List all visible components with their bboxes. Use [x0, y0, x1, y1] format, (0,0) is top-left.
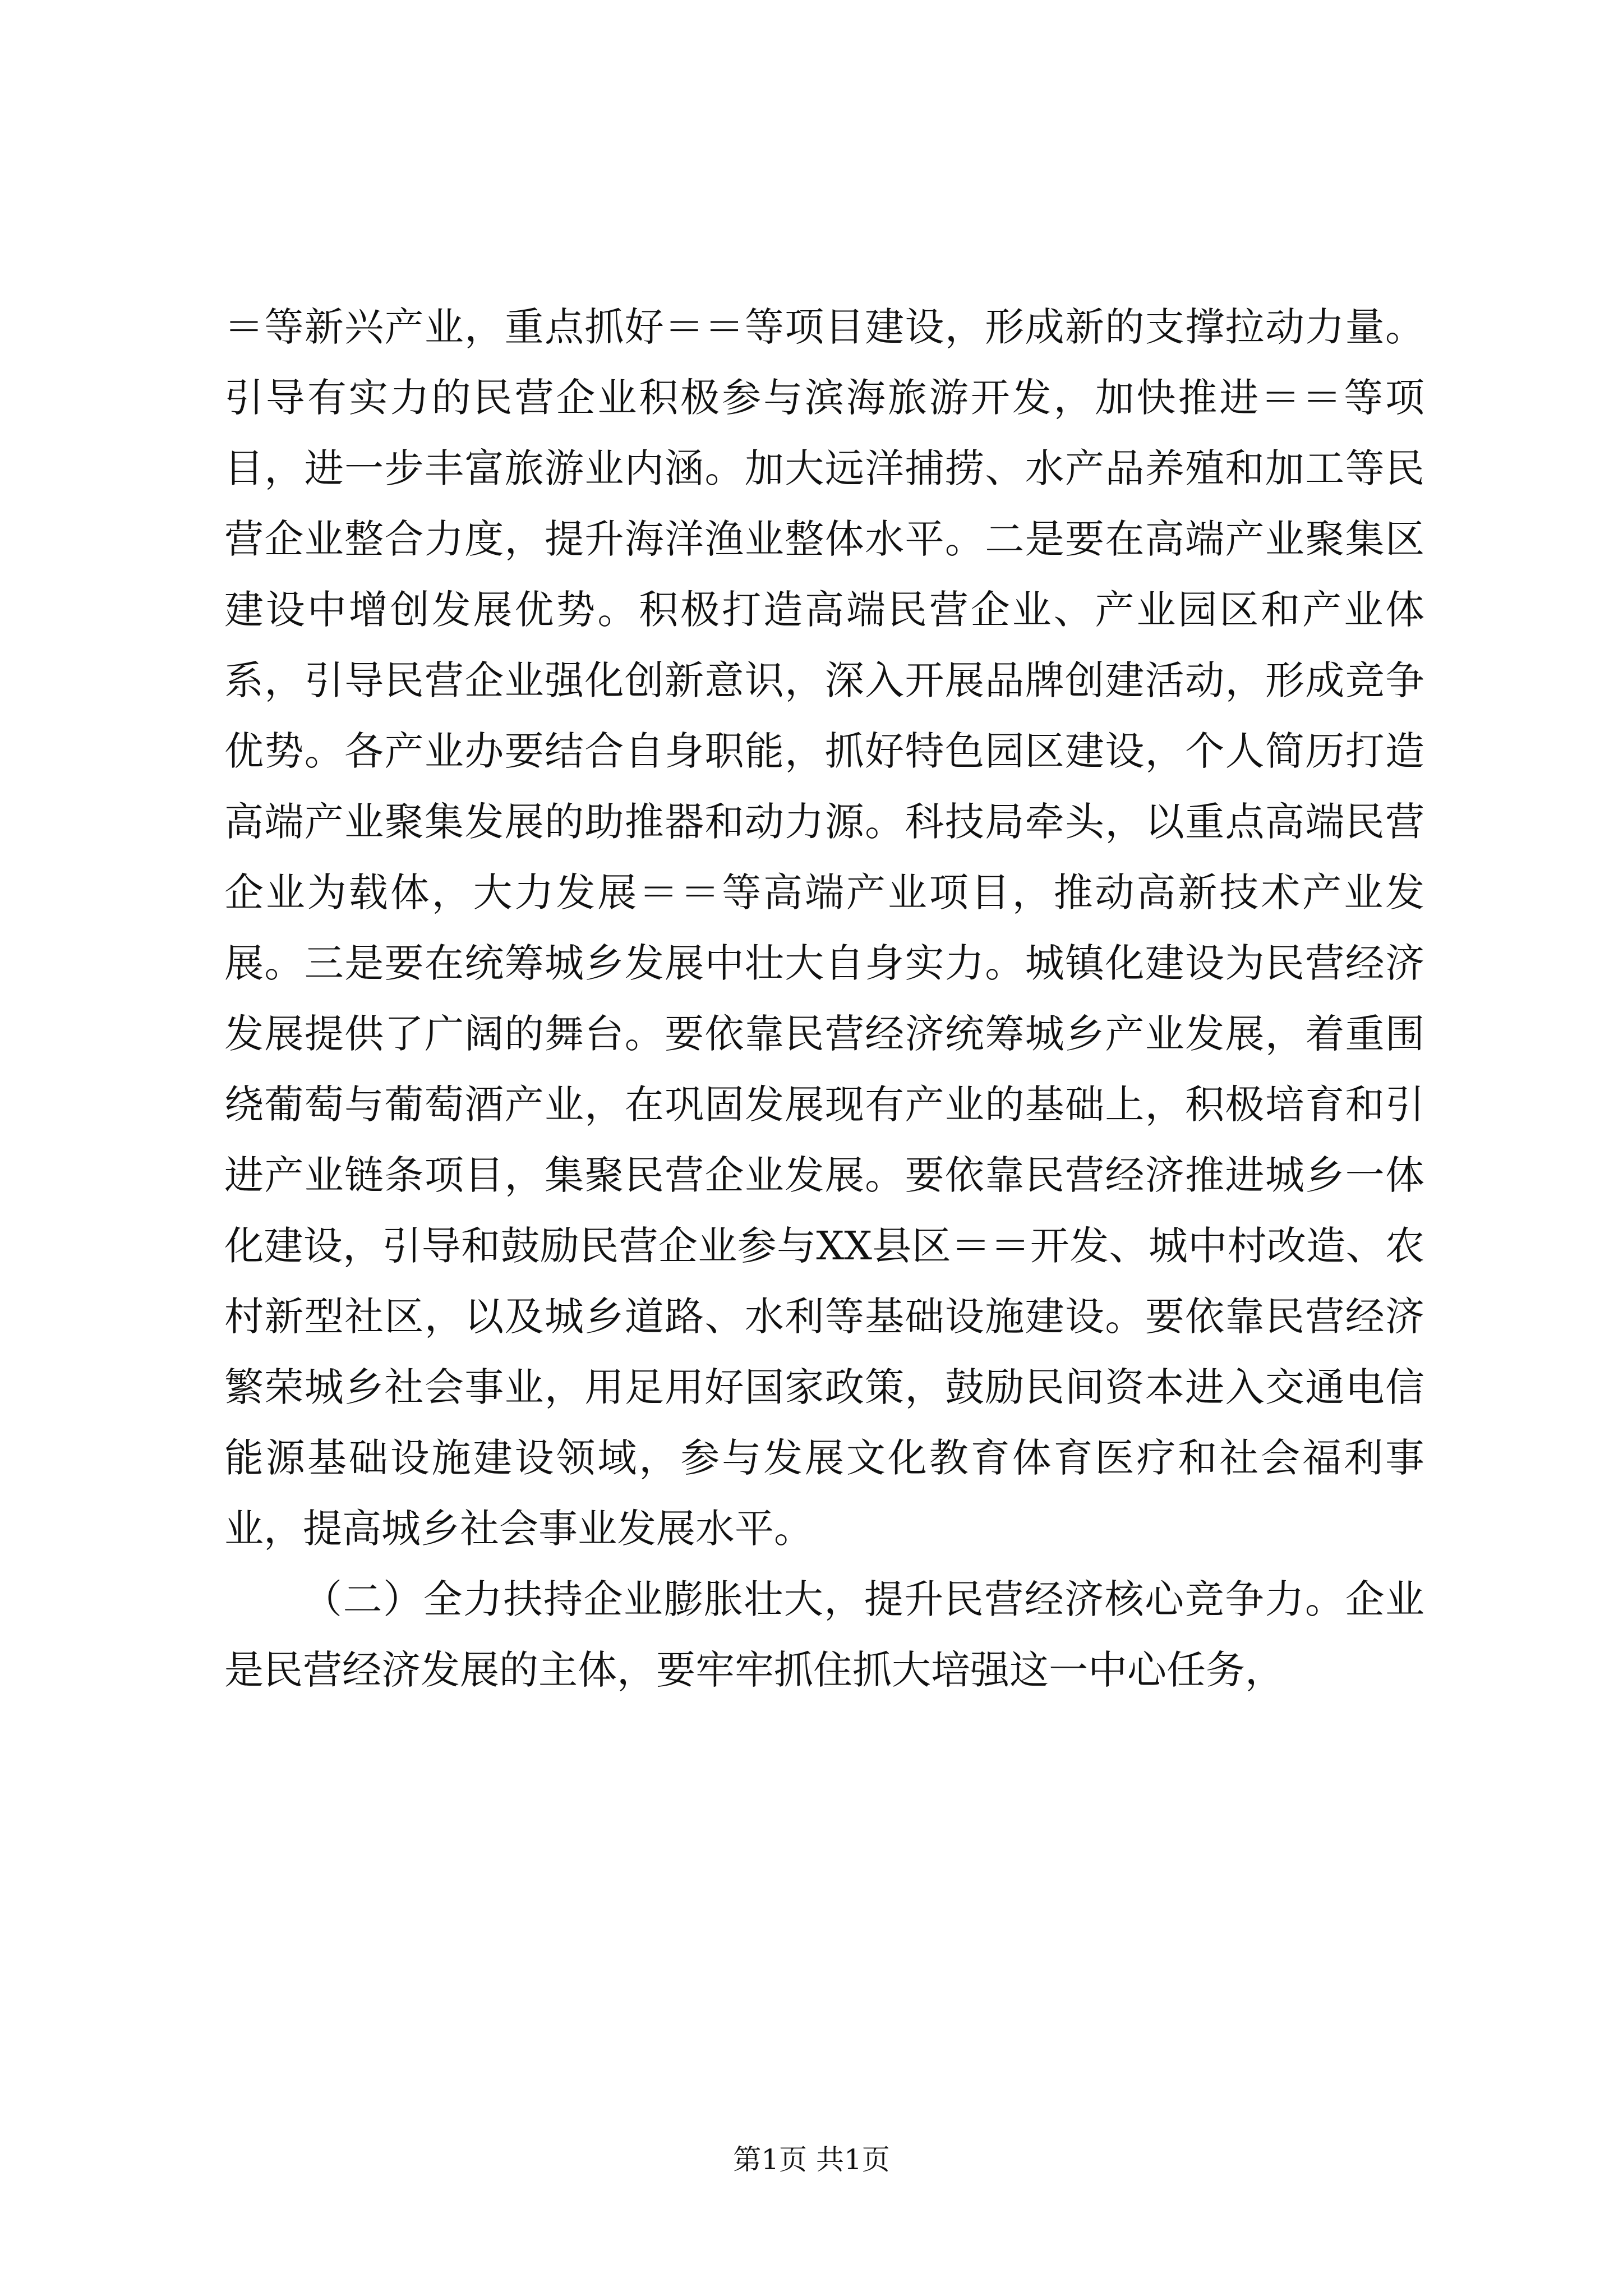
paragraph-2: （二）全力扶持企业膨胀壮大，提升民营经济核心竞争力。企业是民营经济发展的主体，要牢牢抓住抓大培强这一中心任务， — [224, 1576, 1424, 1693]
document-body — [224, 292, 1424, 1705]
paragraph-1: ＝等新兴产业，重点抓好＝＝等项目建设，形成新的支撑拉动力量。引导有实力的民营企业积极参与滨海旅游开发，加快推进＝＝等项目，进一步丰富旅游业内涵。加大远洋捕捞、水产品养殖和加工等民营企业整合力度，提升海洋渔业整体水平。二是要在高端产业聚集区建设中增创发展优势。积极打造高端民营企业、产业园区和产业体系，引导民营企业强化创新意识，深入开展品牌创建活动，形成竞争优势。各产业办要结合自身职能，抓好特色园区建设，个人简历打造高端产业聚集发展的助推器和动力源。科技局牵头，以重点高端民营企业为载体，大力发展＝＝等高端产业项目，推动高新技术产业发展。三是要在统筹城乡发展中壮大自身实力。城镇化建设为民营经济发展提供了广阔的舞台。要依靠民营经济统筹城乡产业发展，着重围绕葡萄与葡萄酒产业，在巩固发展现有产业的基础上，积极培育和引进产业链条项目，集聚民营企业发展。要依靠民营经济推进城乡一体化建设，引导和鼓励民营企业参与XX县区＝＝开发、城中村改造、农村新型社区，以及城乡道路、水利等基础设施建设。要依靠民营经济繁荣城乡社会事业，用足用好国家政策，鼓励民间资本进入交通电信能源基础设施建设领域，参与发展文化教育体育医疗和社会福利事业，提高城乡社会事业发展水平。 — [224, 304, 1424, 1552]
page-footer: 第1页 共1页 — [733, 2143, 890, 2176]
